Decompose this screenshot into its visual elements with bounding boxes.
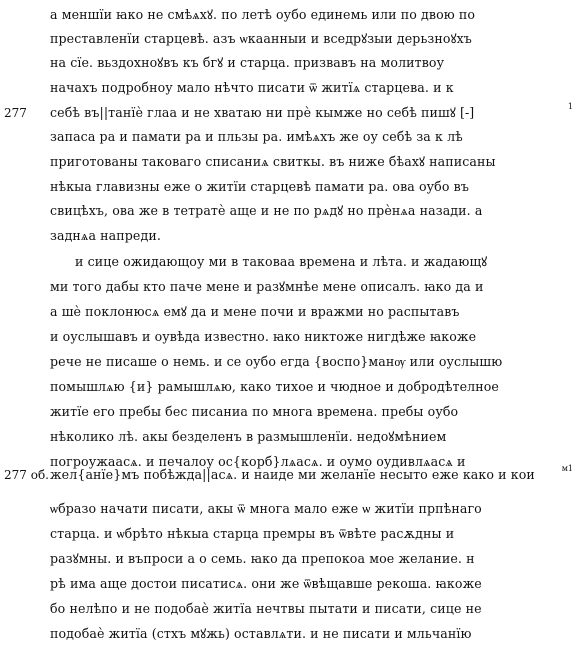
text-line: погроужаасѧ. и печалоу ос{корб}лѧасѧ. и оумо оудивлѧасѧ и <box>50 454 466 469</box>
footnote-marker: 1 <box>567 102 573 111</box>
text-line: а шѐ поклонюсѧ емꙋ да и мене почи и вражми но распытавъ <box>50 304 460 319</box>
text-line: нѣколико лѣ. акы безделенъ в размышленїи. недоꙋмѣнием <box>50 429 447 444</box>
footnote-marker: м1 <box>561 464 573 473</box>
text-line: разꙋмны. и въпроси а о семь. ꙗко да препокоа мое желание. н <box>50 551 475 566</box>
text-line: преставленїи старцевѣ. азъ ѡкаанныи и вседрꙋзыи дерьзноꙋхъ <box>50 31 472 46</box>
text-line: себѣ въ||танїѐ глаа и не хватаю ни прѐ кымже но себѣ пишꙋ [-] <box>50 105 475 120</box>
text-line: и оуслышавъ и оувѣда известно. ꙗко никтоже нигдѣже ꙗкоже <box>50 329 477 344</box>
text-line: бо нелѣпо и не подобаѐ житїа нечтвы пытати и писати, сице не <box>50 601 482 616</box>
text-line: свицѣхъ, ова же в тетратѐ аще и не по рѧдꙋ но прѐнѧа назади. а <box>50 203 483 218</box>
text-line: помышлѧю {и} рамышлѧю, како тихое и чюдное и добродѣтелное <box>50 379 499 394</box>
text-line: запаса ра и памати ра и пльзы ра. имѣѧхъ же оу себѣ за к лѣ <box>50 129 463 144</box>
text-line: рече не писаше о немь. и се оубо егда {воспо}манѹ или оуслышю <box>50 354 503 369</box>
folio-marker-277: 277 <box>4 106 27 120</box>
text-line: житїе его пребы бес писаниа по многа времена. пребы оубо <box>50 404 459 419</box>
text-line: приготованы таковаго списаниѧ свиткы. въ ниже бѣахꙋ написаны <box>50 154 496 169</box>
text-line: старца. и ѡбрѣто нѣкыа старца премры въ ѿвѣте расѫдны и <box>50 526 455 541</box>
folio-marker-277-verso: 277 об. <box>4 468 49 482</box>
text-line: жел{анїе}мъ побѣжда||асѧ. и наиде ми желанїе несыто еже како и кои <box>50 467 535 482</box>
text-line: а меншїи ꙗко не смѣѧхꙋ. по летѣ оубо единемь или по двою по <box>50 7 476 22</box>
text-line: ми того дабы кто паче мене и разꙋмнѣе мене описалъ. ꙗко да и <box>50 279 484 294</box>
text-line: на сїе. вьздохноꙋвъ къ бгꙋ и старца. призвавъ на молитвоу <box>50 55 445 70</box>
text-line: начахъ подробноу мало нѣчто писати ѿ житїѧ старцева. и к <box>50 80 454 95</box>
text-line: нѣкыа главизны еже о житїи старцевѣ памати ра. ова оубо въ <box>50 179 469 194</box>
text-line: рѣ има аще достои писатисѧ. они же ѿвѣщавше рекоша. ꙗкоже <box>50 576 482 591</box>
text-line: и сице ожидающоу ми в таковаа времена и лѣта. и жадающꙋ <box>75 254 488 269</box>
text-line: ѡбразо начати писати, акы ѿ многа мало еже ѡ житїи прпѣнаго <box>50 501 482 516</box>
text-line: заднѧа напреди. <box>50 228 161 243</box>
text-line: подобаѐ житїа (стхъ мꙋжь) оставлѧти. и не писати и мльчанїю <box>50 626 472 641</box>
